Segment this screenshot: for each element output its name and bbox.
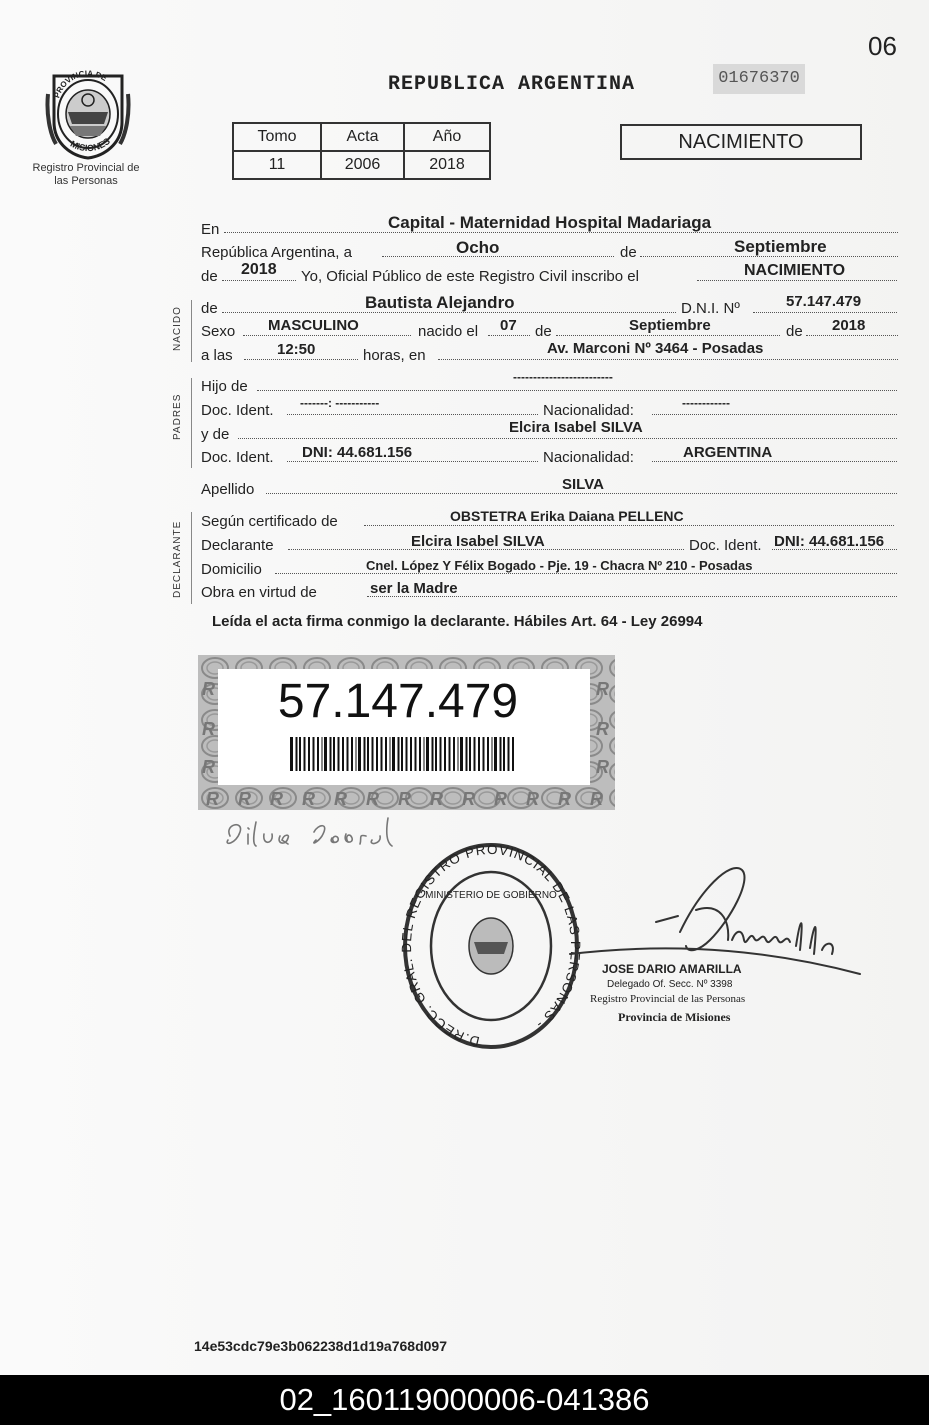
dotted-line — [266, 493, 897, 494]
anio-header: Año — [404, 123, 490, 151]
seal-text: D.RECC. GRAL. DEL REGISTRO PROVINCIAL DE LAS PERSONAS - — [398, 841, 584, 1050]
dotted-line — [556, 335, 780, 336]
dotted-line — [287, 461, 538, 462]
label-doc-ident: Doc. Ident. — [689, 537, 762, 554]
dni-card — [198, 655, 615, 810]
label-segun: Según certificado de — [201, 513, 338, 530]
record-table — [232, 122, 491, 180]
surname-value: SILVA — [562, 476, 604, 493]
label-apellido: Apellido — [201, 481, 255, 498]
emblem-bottom-text: MISIONES — [68, 136, 112, 154]
label-dni: D.N.I. Nº — [681, 300, 740, 317]
serial-number: 01676370 — [713, 64, 805, 94]
label-de: de — [786, 323, 803, 340]
acta-value: 2006 — [321, 151, 404, 179]
section-padres: PADRES — [172, 393, 183, 440]
dotted-line — [697, 280, 897, 281]
label-hijo-de: Hijo de — [201, 378, 248, 395]
day-value: Ocho — [456, 238, 500, 257]
hour-value: 12:50 — [277, 341, 316, 358]
birth-day-value: 07 — [500, 317, 517, 334]
tomo-header: Tomo — [233, 123, 321, 151]
label-republica: República Argentina, a — [201, 244, 352, 261]
label-nacionalidad: Nacionalidad: — [543, 449, 634, 466]
section-nacido: NACIDO — [172, 306, 183, 351]
section-divider — [191, 378, 192, 468]
province-emblem — [40, 64, 136, 165]
dotted-line — [652, 461, 897, 462]
declarant-value: Elcira Isabel SILVA — [411, 533, 545, 550]
official-province: Provincia de Misiones — [618, 1010, 731, 1024]
address-value: Av. Marconi Nº 3464 - Posadas — [547, 340, 764, 357]
act-type-box: NACIMIENTO — [620, 124, 862, 160]
declarant-doc-value: DNI: 44.681.156 — [774, 533, 885, 550]
type-value: NACIMIENTO — [744, 262, 846, 279]
label-de: de — [201, 268, 218, 285]
page-number: 06 — [868, 31, 897, 61]
birth-month-value: Septiembre — [629, 317, 711, 334]
dni-card-number: 57.147.479 — [277, 675, 519, 728]
label-horas-en: horas, en — [363, 347, 426, 364]
label-doc-ident: Doc. Ident. — [201, 402, 274, 419]
dotted-line — [488, 335, 530, 336]
official-name: JOSE DARIO AMARILLA — [602, 962, 742, 976]
label-y-de: y de — [201, 426, 230, 443]
year-value: 2018 — [241, 261, 277, 278]
dotted-line — [257, 390, 897, 391]
declarant-signature — [222, 814, 402, 861]
label-yo: Yo, Oficial Público de este Registro Civil inscribo el — [301, 268, 639, 285]
dotted-line — [652, 414, 897, 415]
dotted-line — [222, 280, 296, 281]
label-de: de — [620, 244, 637, 261]
footer-id: 02_160119000006-041386 — [279, 1382, 650, 1417]
dotted-line — [806, 335, 898, 336]
official-seal — [398, 838, 584, 1061]
svg-text:RRRRRRRRRRRRRRRRRRR: R R R R R R R R R R R R RR R RR R R — [202, 679, 609, 809]
label-doc-ident: Doc. Ident. — [201, 449, 274, 466]
birth-year-value: 2018 — [832, 317, 866, 334]
acta-header: Acta — [321, 123, 404, 151]
anio-value: 2018 — [404, 151, 490, 179]
mother-doc-value: DNI: 44.681.156 — [302, 444, 413, 461]
section-divider — [191, 512, 192, 604]
father-doc-value: -------: ----------- — [300, 396, 380, 410]
legal-text: Leída el acta firma conmigo la declarante. Hábiles Art. 64 - Ley 26994 — [212, 613, 703, 630]
section-divider — [191, 300, 192, 362]
label-domicilio: Domicilio — [201, 561, 262, 578]
dotted-line — [275, 573, 897, 574]
document-hash: 14e53cdc79e3b062238d1d19a768d097 — [194, 1338, 447, 1354]
dotted-line — [243, 335, 411, 336]
month-value: Septiembre — [734, 237, 827, 256]
dotted-line — [244, 359, 358, 360]
dotted-line — [753, 312, 897, 313]
place-value: Capital - Maternidad Hospital Madariaga — [388, 213, 712, 232]
seal-inner-text: MINISTERIO DE GOBIERNO — [425, 890, 557, 901]
section-declarante: DECLARANTE — [172, 520, 183, 598]
label-a-las: a las — [201, 347, 233, 364]
dotted-line — [238, 438, 897, 439]
tomo-value: 11 — [233, 151, 321, 179]
domicile-value: Cnel. López Y Félix Bogado - Pje. 19 - Chacra Nº 210 - Posadas — [366, 558, 753, 573]
label-de: de — [201, 300, 218, 317]
label-nacido-el: nacido el — [418, 323, 479, 340]
label-obra: Obra en virtud de — [201, 584, 317, 601]
footer-id-bar — [0, 1375, 929, 1425]
label-sexo: Sexo — [201, 323, 236, 340]
father-value: ------------------------- — [513, 370, 613, 384]
name-value: Bautista Alejandro — [365, 293, 515, 312]
reason-value: ser la Madre — [370, 580, 458, 597]
dotted-line — [287, 414, 538, 415]
official-role: Delegado Of. Secc. Nº 3398 — [607, 979, 733, 990]
father-nationality-value: ------------ — [682, 396, 730, 410]
certificate-value: OBSTETRA Erika Daiana PELLENC — [450, 508, 684, 524]
document-title: REPUBLICA ARGENTINA — [388, 73, 636, 96]
sex-value: MASCULINO — [268, 317, 359, 334]
label-de: de — [535, 323, 552, 340]
label-declarante: Declarante — [201, 537, 274, 554]
registry-label: Registro Provincial de las Personas — [32, 162, 140, 187]
dotted-line — [438, 359, 898, 360]
official-office: Registro Provincial de las Personas — [590, 993, 746, 1005]
dni-value: 57.147.479 — [786, 293, 862, 310]
mother-value: Elcira Isabel SILVA — [509, 419, 643, 436]
emblem-top-text: PROVINCIA DE — [52, 68, 109, 100]
mother-nationality-value: ARGENTINA — [683, 444, 773, 461]
label-nacionalidad: Nacionalidad: — [543, 402, 634, 419]
dotted-line — [364, 525, 894, 526]
label-en: En — [201, 221, 220, 238]
